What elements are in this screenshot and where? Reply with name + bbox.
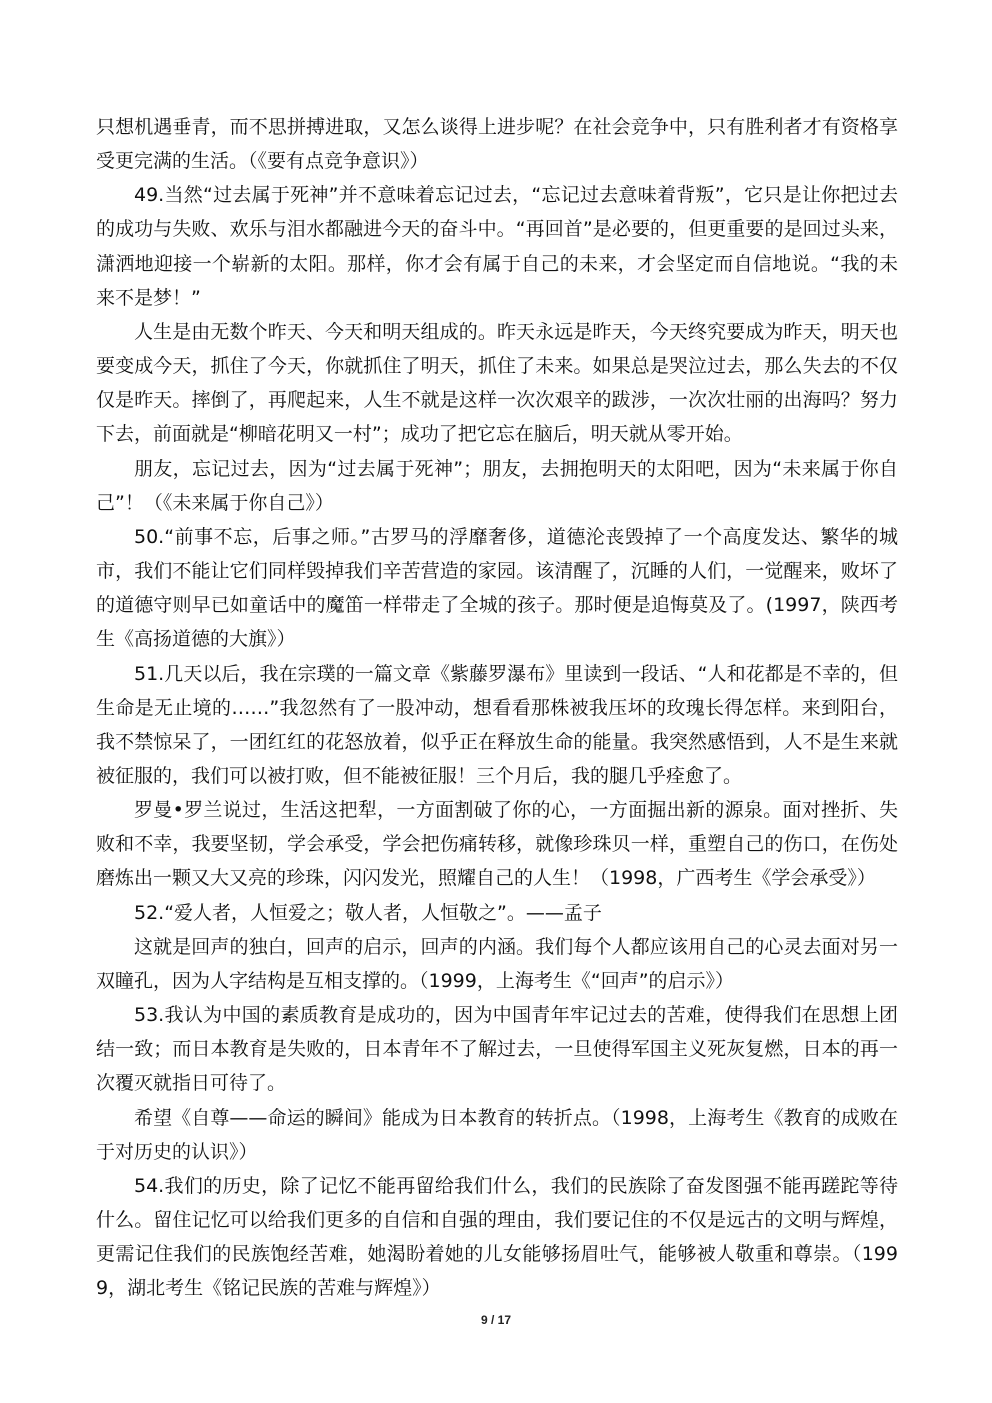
paragraph: 希望《自尊——命运的瞬间》能成为日本教育的转折点。（1998，上海考生《教育的成败在于对历史的认识》） <box>96 1106 898 1163</box>
document-body <box>96 110 898 1305</box>
paragraph: 50.“前事不忘，后事之师。”古罗马的浮靡奢侈，道德沦丧毁掉了一个高度发达、繁华的城市，我们不能让它们同样毁掉我们辛苦营造的家园。该清醒了，沉睡的人们，一觉醒来，败坏了的道德守则早已如童话中的魔笛一样带走了全城的孩子。那时便是追悔莫及了。(1997，陕西考生《高扬道德的大旗》） <box>96 525 898 651</box>
paragraph: 只想机遇垂青，而不思拼搏进取，又怎么谈得上进步呢？在社会竞争中，只有胜利者才有资格享受更完满的生活。（《要有点竞争意识》） <box>96 116 898 173</box>
page-number: 9 / 17 <box>480 1313 512 1327</box>
paragraph: 52.“爱人者，人恒爱之；敬人者，人恒敬之”。——孟子 <box>134 901 602 924</box>
paragraph: 罗曼•罗兰说过，生活这把犁，一方面割破了你的心，一方面掘出新的源泉。面对挫折、失败和不幸，我要坚韧，学会承受，学会把伤痛转移，就像珍珠贝一样，重塑自己的伤口，在伤处磨炼出一颗又大又亮的珍珠，闪闪发光，照耀自己的人生！（1998，广西考生《学会承受》） <box>96 799 898 890</box>
paragraph: 49.当然“过去属于死神”并不意味着忘记过去，“忘记过去意味着背叛”，它只是让你把过去的成功与失败、欢乐与泪水都融进今天的奋斗中。“再回首”是必要的，但更重要的是回过头来，潇洒地迎接一个崭新的太阳。那样，你才会有属于自己的未来，才会坚定而自信地说。“我的未来不是梦！” <box>96 184 898 309</box>
paragraph: 53.我认为中国的素质教育是成功的，因为中国青年牢记过去的苦难，使得我们在思想上团结一致；而日本教育是失败的，日本青年不了解过去，一旦使得军国主义死灰复燃，日本的再一次覆灭就指日可待了。 <box>96 1004 898 1095</box>
paragraph: 51.几天以后，我在宗璞的一篇文章《紫藤罗瀑布》里读到一段话、“人和花都是不幸的，但生命是无止境的……”我忽然有了一股冲动，想看看那株被我压坏的玫瑰长得怎样。来到阳台，我不禁惊呆了，一团红红的花怒放着，似乎正在释放生命的能量。我突然感悟到，人不是生来就被征服的，我们可以被打败，但不能被征服！三个月后，我的腿几乎痊愈了。 <box>96 662 898 787</box>
paragraph: 54.我们的历史，除了记忆不能再留给我们什么，我们的民族除了奋发图强不能再蹉跎等待什么。留住记忆可以给我们更多的自信和自强的理由，我们要记住的不仅是远古的文明与辉煌，更需记住我们的民族饱经苦难，她渴盼着她的儿女能够扬眉吐气，能够被人敬重和尊崇。（1999，湖北考生《铭记民族的苦难与辉煌》） <box>96 1174 898 1300</box>
paragraph: 朋友，忘记过去，因为“过去属于死神”；朋友，去拥抱明天的太阳吧，因为“未来属于你自己”！（《未来属于你自己》） <box>96 457 898 514</box>
paragraph: 人生是由无数个昨天、今天和明天组成的。昨天永远是昨天，今天终究要成为昨天，明天也要变成今天，抓住了今天，你就抓住了明天，抓住了未来。如果总是哭泣过去，那么失去的不仅仅是昨天。摔倒了，再爬起来，人生不就是这样一次次艰辛的跋涉，一次次壮丽的出海吗？努力下去，前面就是“柳暗花明又一村”；成功了把它忘在脑后，明天就从零开始。 <box>96 320 898 446</box>
paragraph: 这就是回声的独白，回声的启示，回声的内涵。我们每个人都应该用自己的心灵去面对另一双瞳孔，因为人字结构是互相支撑的。（1999，上海考生《“回声”的启示》） <box>96 935 898 992</box>
